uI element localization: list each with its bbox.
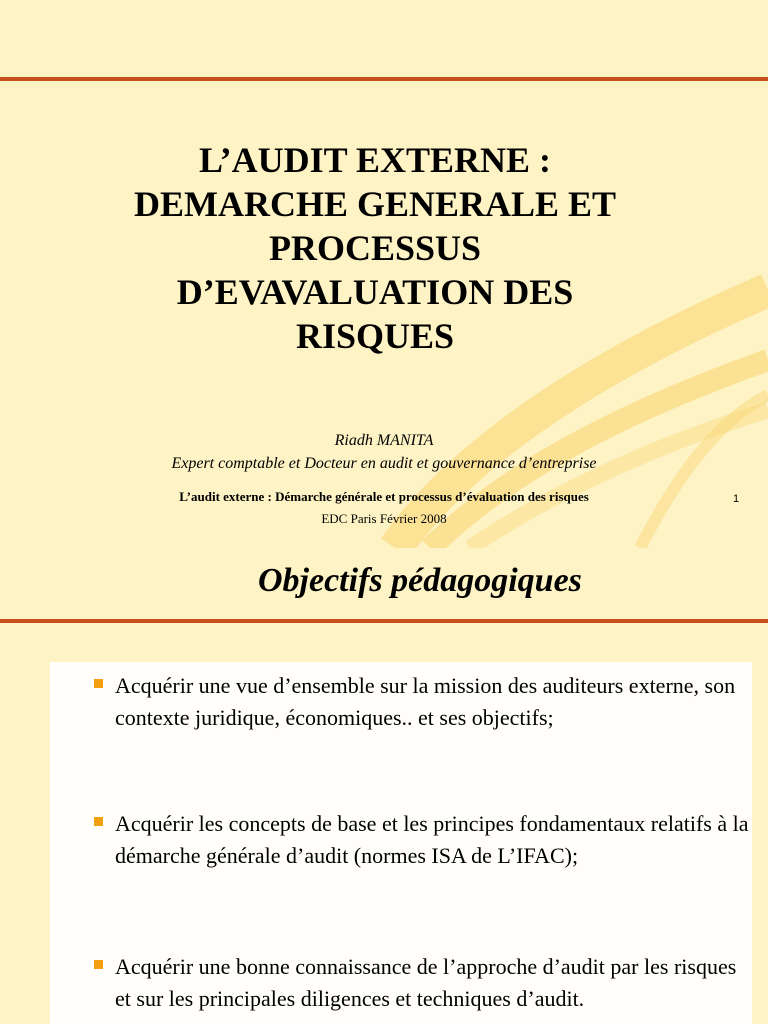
list-item [65, 670, 755, 734]
title-line: RISQUES [295, 316, 455, 356]
bullet-text: Acquérir une bonne connaissance de l’approche d’audit par les risques et sur les principales diligences et techniques d’audit. [115, 954, 737, 1011]
title-line: PROCESSUS [268, 228, 482, 268]
title-line: DEMARCHE GENERALE ET [133, 184, 617, 224]
author-name: Riadh MANITA [334, 432, 434, 449]
footer-date: EDC Paris Février 2008 [321, 511, 447, 526]
title-line: D’EVAVALUATION DES [176, 272, 574, 312]
slide-2 [0, 548, 768, 1024]
bullet-square-icon [94, 960, 103, 969]
title-rule [0, 619, 768, 623]
title-line: L’AUDIT EXTERNE : [198, 140, 552, 180]
slide-title: Objectifs pédagogiques [258, 562, 582, 599]
bullet-square-icon [94, 679, 103, 688]
bullet-text: Acquérir une vue d’ensemble sur la mission des auditeurs externe, son contexte juridique, économiques.. et ses objectifs; [115, 673, 736, 730]
list-item [65, 808, 755, 872]
footer-title: L’audit externe : Démarche générale et processus d’évaluation des risques [179, 489, 589, 504]
presentation-title [60, 138, 690, 358]
bullet-square-icon [94, 817, 103, 826]
author-affiliation: Expert comptable et Docteur en audit et gouvernance d’entreprise [171, 455, 597, 472]
bullet-text: Acquérir les concepts de base et les principes fondamentaux relatifs à la démarche générale d’audit (normes ISA de L’IFAC); [115, 811, 749, 868]
page-number: 1 [733, 493, 740, 505]
list-item [65, 951, 755, 1015]
